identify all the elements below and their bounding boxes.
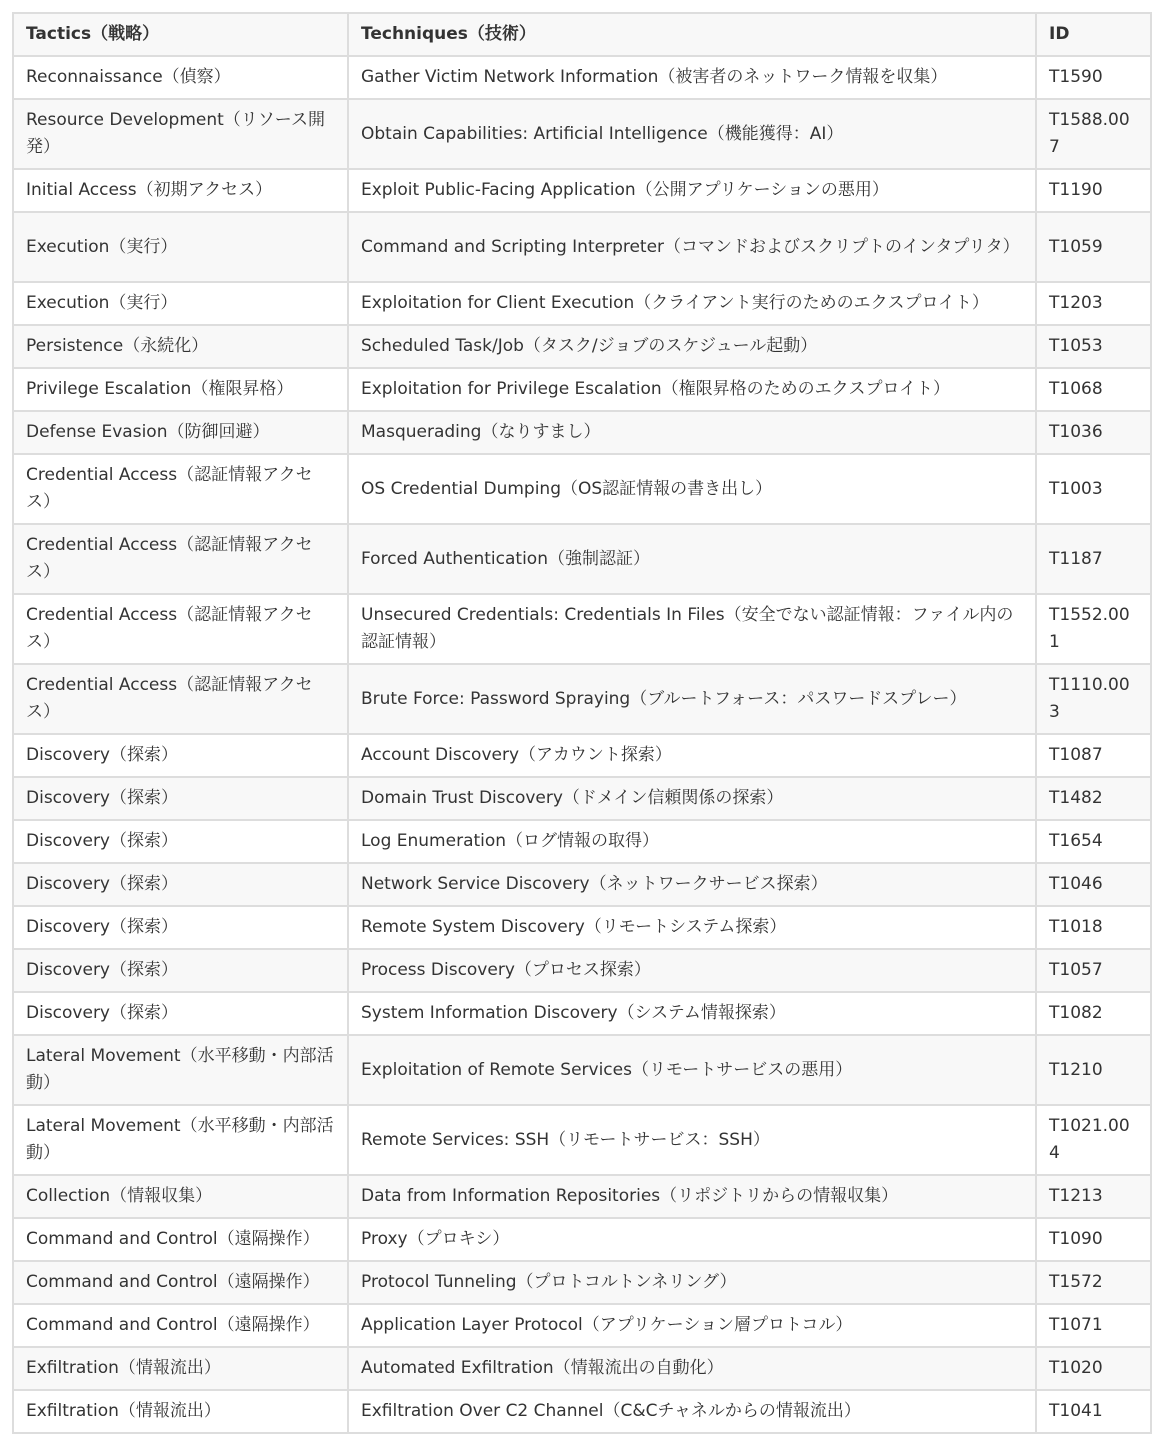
cell-technique: Exploitation for Client Execution（クライアント実行のためのエクスプロイト）: [348, 282, 1036, 325]
cell-tactic: Command and Control（遠隔操作）: [13, 1261, 348, 1304]
cell-tactic: Discovery（探索）: [13, 820, 348, 863]
cell-id: T1588.007: [1036, 99, 1151, 169]
cell-tactic: Discovery（探索）: [13, 906, 348, 949]
cell-id: T1068: [1036, 368, 1151, 411]
table-row: [13, 1390, 1151, 1433]
table-row: [13, 820, 1151, 863]
cell-tactic: Discovery（探索）: [13, 777, 348, 820]
cell-tactic: Exfiltration（情報流出）: [13, 1390, 348, 1433]
table-row: [13, 411, 1151, 454]
cell-id: T1090: [1036, 1218, 1151, 1261]
cell-technique: Command and Scripting Interpreter（コマンドおよびスクリプトのインタプリタ）: [348, 212, 1036, 282]
header-id: ID: [1036, 13, 1151, 56]
cell-technique: Data from Information Repositories（リポジトリからの情報収集）: [348, 1175, 1036, 1218]
cell-id: T1203: [1036, 282, 1151, 325]
table-row: [13, 99, 1151, 169]
cell-technique: Scheduled Task/Job（タスク/ジョブのスケジュール起動）: [348, 325, 1036, 368]
table-row: [13, 734, 1151, 777]
table-row: [13, 594, 1151, 664]
cell-technique: Masquerading（なりすまし）: [348, 411, 1036, 454]
table-row: [13, 777, 1151, 820]
cell-tactic: Exfiltration（情報流出）: [13, 1347, 348, 1390]
cell-technique: OS Credential Dumping（OS認証情報の書き出し）: [348, 454, 1036, 524]
cell-tactic: Lateral Movement（水平移動・内部活動）: [13, 1035, 348, 1105]
cell-tactic: Privilege Escalation（権限昇格）: [13, 368, 348, 411]
table-row: [13, 949, 1151, 992]
cell-id: T1018: [1036, 906, 1151, 949]
cell-id: T1046: [1036, 863, 1151, 906]
cell-id: T1110.003: [1036, 664, 1151, 734]
cell-id: T1003: [1036, 454, 1151, 524]
cell-technique: Application Layer Protocol（アプリケーション層プロトコル）: [348, 1304, 1036, 1347]
cell-tactic: Initial Access（初期アクセス）: [13, 169, 348, 212]
cell-technique: Network Service Discovery（ネットワークサービス探索）: [348, 863, 1036, 906]
table-header-row: [13, 13, 1151, 56]
cell-id: T1654: [1036, 820, 1151, 863]
cell-tactic: Discovery（探索）: [13, 992, 348, 1035]
table-row: [13, 212, 1151, 282]
table-row: [13, 863, 1151, 906]
cell-technique: Gather Victim Network Information（被害者のネットワーク情報を収集）: [348, 56, 1036, 99]
cell-technique: Automated Exfiltration（情報流出の自動化）: [348, 1347, 1036, 1390]
cell-tactic: Lateral Movement（水平移動・内部活動）: [13, 1105, 348, 1175]
table-row: [13, 524, 1151, 594]
table-row: [13, 1304, 1151, 1347]
cell-technique: Remote System Discovery（リモートシステム探索）: [348, 906, 1036, 949]
cell-tactic: Collection（情報収集）: [13, 1175, 348, 1218]
cell-id: T1057: [1036, 949, 1151, 992]
cell-tactic: Defense Evasion（防御回避）: [13, 411, 348, 454]
cell-technique: Unsecured Credentials: Credentials In Files（安全でない認証情報：ファイル内の認証情報）: [348, 594, 1036, 664]
cell-technique: Log Enumeration（ログ情報の取得）: [348, 820, 1036, 863]
cell-id: T1187: [1036, 524, 1151, 594]
table-row: [13, 56, 1151, 99]
cell-tactic: Command and Control（遠隔操作）: [13, 1304, 348, 1347]
cell-technique: Account Discovery（アカウント探索）: [348, 734, 1036, 777]
attack-techniques-table: [12, 12, 1152, 1434]
cell-id: T1020: [1036, 1347, 1151, 1390]
cell-id: T1036: [1036, 411, 1151, 454]
table-row: [13, 1218, 1151, 1261]
table-row: [13, 664, 1151, 734]
cell-tactic: Execution（実行）: [13, 282, 348, 325]
table-row: [13, 325, 1151, 368]
cell-tactic: Persistence（永続化）: [13, 325, 348, 368]
cell-technique: Domain Trust Discovery（ドメイン信頼関係の探索）: [348, 777, 1036, 820]
cell-tactic: Reconnaissance（偵察）: [13, 56, 348, 99]
cell-technique: Forced Authentication（強制認証）: [348, 524, 1036, 594]
header-tactics: Tactics（戦略）: [13, 13, 348, 56]
cell-id: T1482: [1036, 777, 1151, 820]
cell-technique: Exploit Public-Facing Application（公開アプリケーションの悪用）: [348, 169, 1036, 212]
cell-id: T1041: [1036, 1390, 1151, 1433]
table-row: [13, 368, 1151, 411]
cell-id: T1552.001: [1036, 594, 1151, 664]
table-row: [13, 1035, 1151, 1105]
cell-id: T1087: [1036, 734, 1151, 777]
cell-tactic: Execution（実行）: [13, 212, 348, 282]
cell-tactic: Credential Access（認証情報アクセス）: [13, 524, 348, 594]
table-row: [13, 992, 1151, 1035]
cell-tactic: Discovery（探索）: [13, 863, 348, 906]
table-row: [13, 1175, 1151, 1218]
cell-id: T1053: [1036, 325, 1151, 368]
cell-technique: Obtain Capabilities: Artificial Intelligence（機能獲得：AI）: [348, 99, 1036, 169]
table-row: [13, 1347, 1151, 1390]
cell-id: T1021.004: [1036, 1105, 1151, 1175]
cell-id: T1590: [1036, 56, 1151, 99]
cell-technique: Remote Services: SSH（リモートサービス：SSH）: [348, 1105, 1036, 1175]
cell-tactic: Resource Development（リソース開発）: [13, 99, 348, 169]
cell-tactic: Discovery（探索）: [13, 949, 348, 992]
table-row: [13, 1105, 1151, 1175]
table-row: [13, 282, 1151, 325]
cell-id: T1572: [1036, 1261, 1151, 1304]
cell-technique: System Information Discovery（システム情報探索）: [348, 992, 1036, 1035]
cell-technique: Process Discovery（プロセス探索）: [348, 949, 1036, 992]
cell-technique: Brute Force: Password Spraying（ブルートフォース：パスワードスプレー）: [348, 664, 1036, 734]
header-techniques: Techniques（技術）: [348, 13, 1036, 56]
table-row: [13, 1261, 1151, 1304]
table-row: [13, 169, 1151, 212]
cell-id: T1210: [1036, 1035, 1151, 1105]
cell-id: T1082: [1036, 992, 1151, 1035]
cell-tactic: Credential Access（認証情報アクセス）: [13, 454, 348, 524]
cell-technique: Exploitation for Privilege Escalation（権限昇格のためのエクスプロイト）: [348, 368, 1036, 411]
table-row: [13, 906, 1151, 949]
cell-id: T1071: [1036, 1304, 1151, 1347]
cell-id: T1190: [1036, 169, 1151, 212]
cell-tactic: Command and Control（遠隔操作）: [13, 1218, 348, 1261]
cell-technique: Exploitation of Remote Services（リモートサービスの悪用）: [348, 1035, 1036, 1105]
cell-id: T1213: [1036, 1175, 1151, 1218]
cell-technique: Proxy（プロキシ）: [348, 1218, 1036, 1261]
cell-tactic: Discovery（探索）: [13, 734, 348, 777]
cell-tactic: Credential Access（認証情報アクセス）: [13, 594, 348, 664]
cell-technique: Exfiltration Over C2 Channel（C&Cチャネルからの情報流出）: [348, 1390, 1036, 1433]
cell-technique: Protocol Tunneling（プロトコルトンネリング）: [348, 1261, 1036, 1304]
table-row: [13, 454, 1151, 524]
cell-tactic: Credential Access（認証情報アクセス）: [13, 664, 348, 734]
cell-id: T1059: [1036, 212, 1151, 282]
